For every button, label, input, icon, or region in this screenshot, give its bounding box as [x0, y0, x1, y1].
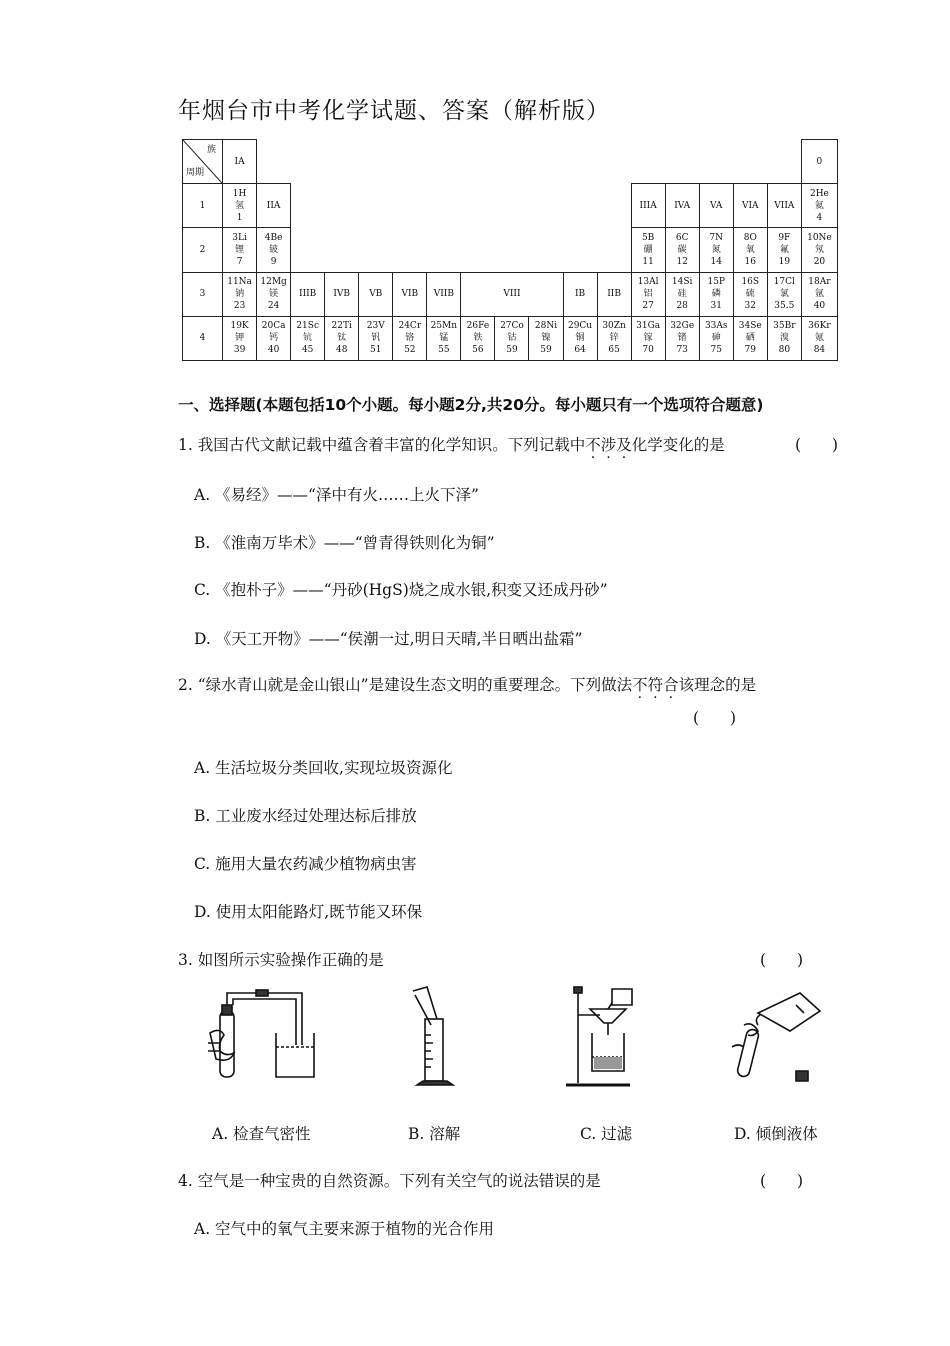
q1-option-b: B. 《淮南万毕术》——“曾青得铁则化为铜” [194, 534, 495, 552]
group-ia-header: IA [223, 140, 257, 184]
element-cell-b: 5B 硼 11 [631, 228, 665, 272]
emphasis-char: 不 [585, 436, 601, 454]
element-cell-p4: 29Cu 铜 64 [563, 316, 597, 360]
group-iva-header: IVA [665, 184, 699, 228]
element-cell-p4: 30Zn 锌 65 [597, 316, 631, 360]
element-cell-h: 1H 氢 1 [223, 184, 257, 228]
answer-paren: ( ) [760, 1172, 804, 1190]
filtration-apparatus-icon [560, 985, 650, 1089]
answer-paren: ( ) [760, 951, 804, 969]
period-label: 1 [183, 184, 223, 228]
periodic-table [182, 139, 838, 361]
element-cell-ar: 18Ar 氩 40 [801, 272, 837, 316]
group-0-header: 0 [801, 140, 837, 184]
emphasis-char: 合 [663, 676, 679, 694]
group-viii-header: VIII [461, 272, 563, 316]
element-cell-p4: 32Ge 锗 73 [665, 316, 699, 360]
period-header: 周期 [186, 168, 205, 179]
group-via-header: VIA [733, 184, 767, 228]
group-va-header: VA [699, 184, 733, 228]
period-label: 3 [183, 272, 223, 316]
question-4-stem: 4. 空气是一种宝贵的自然资源。下列有关空气的说法错误的是 [178, 1172, 601, 1190]
element-cell-mg: 12Mg 镁 24 [257, 272, 291, 316]
element-cell-p4: 33As 砷 75 [699, 316, 733, 360]
q1-option-a: A. 《易经》——“泽中有火……上火下泽” [194, 486, 479, 504]
element-cell-p4: 34Se 硒 79 [733, 316, 767, 360]
group-iiia-header: IIIA [631, 184, 665, 228]
element-cell-o: 8O 氧 16 [733, 228, 767, 272]
emphasis-char: 符 [647, 676, 664, 694]
group-iiib-header: IIIB [291, 272, 325, 316]
group-vb-header: VB [359, 272, 393, 316]
emphasis-char: 不 [632, 676, 648, 694]
element-cell-s: 16S 硫 32 [733, 272, 767, 316]
emphasis-char: 及 [616, 436, 632, 454]
element-cell-be: 4Be 铍 9 [257, 228, 291, 272]
element-cell-p4: 26Fe 铁 56 [461, 316, 495, 360]
element-cell-p4: 28Ni 镍 59 [529, 316, 563, 360]
group-vib-header: VIB [393, 272, 427, 316]
answer-paren: ( ) [693, 709, 737, 727]
question-1-stem: 1. 我国古代文献记载中蕴含着丰富的化学知识。下列记载中不涉及化学变化的是 [178, 436, 725, 454]
measuring-cylinder-icon [403, 985, 463, 1089]
q3-caption-a: A. 检查气密性 [212, 1125, 311, 1143]
period-label: 4 [183, 316, 223, 360]
q1-option-c: C. 《抱朴子》——“丹砂(HgS)烧之成水银,积变又还成丹砂” [194, 581, 608, 599]
table-corner-header [183, 140, 223, 184]
element-cell-p4: 22Ti 钛 48 [325, 316, 359, 360]
q3-caption-d: D. 倾倒液体 [734, 1125, 818, 1143]
element-cell-li: 3Li 锂 7 [223, 228, 257, 272]
question-2-stem: 2. “绿水青山就是金山银山”是建设生态文明的重要理念。下列做法不符合该理念的是 [178, 676, 757, 694]
element-cell-p4: 36Kr 氪 84 [801, 316, 837, 360]
element-cell-he: 2He 氦 4 [801, 184, 837, 228]
element-cell-si: 14Si 硅 28 [665, 272, 699, 316]
element-cell-cl: 17Cl 氯 35.5 [767, 272, 801, 316]
q2-option-c: C. 施用大量农药减少植物病虫害 [194, 855, 417, 873]
group-ib-header: IB [563, 272, 597, 316]
element-cell-na: 11Na 钠 23 [223, 272, 257, 316]
answer-paren: ( ) [795, 436, 839, 454]
group-ivb-header: IVB [325, 272, 359, 316]
q3-caption-b: B. 溶解 [408, 1125, 461, 1143]
emphasis-char: 涉 [600, 436, 617, 454]
group-viia-header: VIIA [767, 184, 801, 228]
q1-option-d: D. 《天工开物》——“侯潮一过,明日天晴,半日晒出盐霜” [194, 630, 583, 648]
element-cell-p4: 23V 钒 51 [359, 316, 393, 360]
q4-option-a: A. 空气中的氧气主要来源于植物的光合作用 [194, 1220, 495, 1238]
section-heading: 一、选择题(本题包括10个小题。每小题2分,共20分。每小题只有一个选项符合题意) [178, 396, 764, 414]
element-cell-p: 15P 磷 31 [699, 272, 733, 316]
element-cell-p4: 19K 钾 39 [223, 316, 257, 360]
element-cell-p4: 20Ca 钙 40 [257, 316, 291, 360]
airtightness-apparatus-icon [206, 985, 318, 1085]
element-cell-c: 6C 碳 12 [665, 228, 699, 272]
element-cell-p4: 35Br 溴 80 [767, 316, 801, 360]
group-iib-header: IIB [597, 272, 631, 316]
element-cell-p4: 21Sc 钪 45 [291, 316, 325, 360]
element-cell-p4: 25Mn 锰 55 [427, 316, 461, 360]
group-iia-header: IIA [257, 184, 291, 228]
q2-option-a: A. 生活垃圾分类回收,实现垃圾资源化 [194, 759, 453, 777]
element-cell-al: 13Al 铝 27 [631, 272, 665, 316]
q2-option-d: D. 使用太阳能路灯,既节能又环保 [194, 903, 423, 921]
element-cell-p4: 27Co 钴 59 [495, 316, 529, 360]
element-cell-p4: 24Cr 铬 52 [393, 316, 427, 360]
q2-option-b: B. 工业废水经过处理达标后排放 [194, 807, 417, 825]
group-viib-header: VIIB [427, 272, 461, 316]
page-title: 年烟台市中考化学试题、答案（解析版） [178, 98, 610, 124]
pouring-liquid-icon [730, 985, 830, 1089]
element-cell-p4: 31Ga 镓 70 [631, 316, 665, 360]
element-cell-n: 7N 氮 14 [699, 228, 733, 272]
q3-caption-c: C. 过滤 [580, 1125, 633, 1143]
question-3-stem: 3. 如图所示实验操作正确的是 [178, 951, 384, 969]
period-label: 2 [183, 228, 223, 272]
element-cell-f: 9F 氟 19 [767, 228, 801, 272]
element-cell-ne: 10Ne 氖 20 [801, 228, 837, 272]
group-header: 族 [207, 145, 217, 155]
